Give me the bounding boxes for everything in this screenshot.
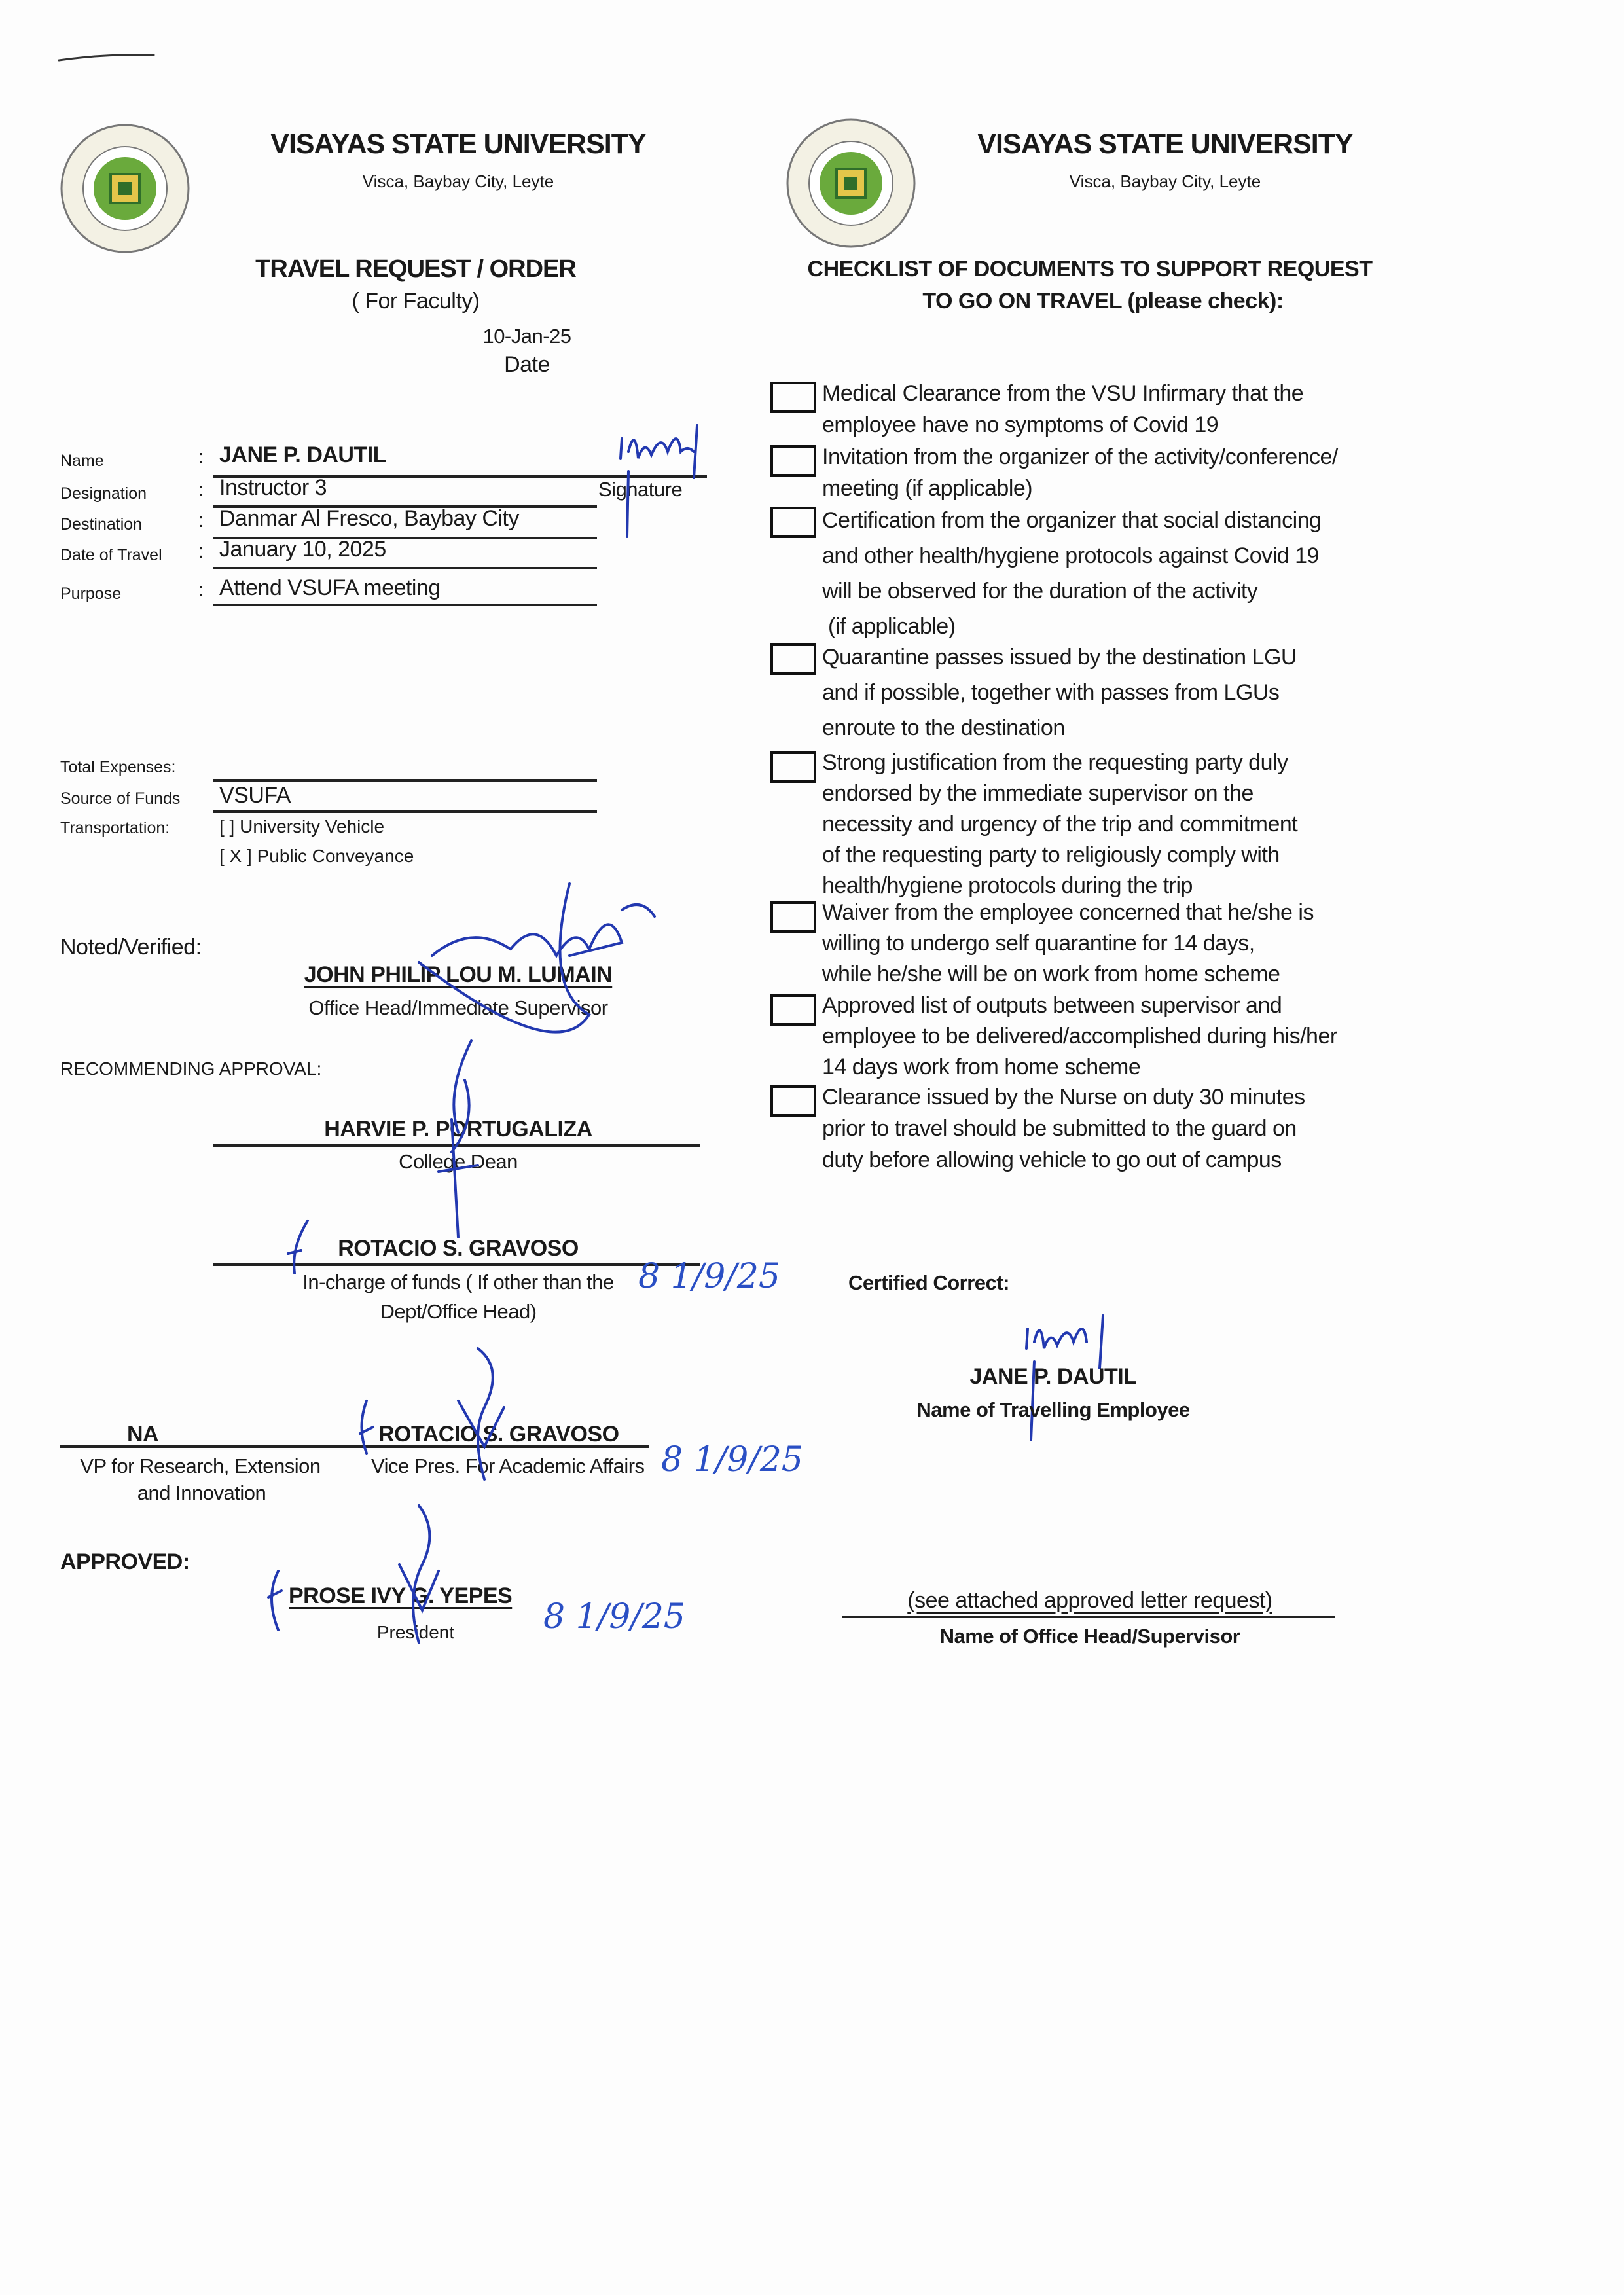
checklist-item-line: Strong justification from the requesting party duly bbox=[822, 750, 1288, 775]
vp-research-title-2: and Innovation bbox=[137, 1481, 266, 1504]
checklist-title-2: TO GO ON TRAVEL (please check): bbox=[922, 289, 1284, 314]
dean-title: College Dean bbox=[399, 1150, 518, 1173]
checklist-item-line: willing to undergo self quarantine for 14 days, bbox=[822, 931, 1255, 956]
transport-label: Transportation: bbox=[60, 819, 170, 837]
colon: : bbox=[198, 578, 204, 601]
office-head-title: Name of Office Head/Supervisor bbox=[939, 1625, 1240, 1648]
funds-value[interactable]: VSUFA bbox=[219, 783, 291, 808]
president-title: President bbox=[376, 1622, 455, 1642]
funds-label: Source of Funds bbox=[60, 789, 181, 808]
pen-mark bbox=[59, 52, 157, 65]
university-seal-icon bbox=[60, 123, 190, 254]
purpose-value[interactable]: Attend VSUFA meeting bbox=[219, 575, 441, 600]
checklist-item-line: employee have no symptoms of Covid 19 bbox=[822, 412, 1219, 437]
transport-option-university-vehicle[interactable]: [ ] University Vehicle bbox=[219, 816, 385, 837]
destination-label: Destination bbox=[60, 515, 143, 533]
checklist-checkbox[interactable] bbox=[770, 1085, 816, 1117]
signature-dean bbox=[432, 1041, 484, 1237]
noted-label: Noted/Verified: bbox=[60, 935, 202, 960]
form-title: TRAVEL REQUEST / ORDER bbox=[255, 255, 576, 283]
president-name: PROSE IVY G. YEPES bbox=[289, 1583, 513, 1608]
checklist-title: CHECKLIST OF DOCUMENTS TO SUPPORT REQUEST bbox=[807, 257, 1373, 281]
checklist-checkbox[interactable] bbox=[770, 751, 816, 783]
funds-signature-line bbox=[213, 1263, 700, 1266]
university-address: Visca, Baybay City, Leyte bbox=[362, 172, 554, 191]
checklist-item-line: Waiver from the employee concerned that he/she is bbox=[822, 900, 1314, 925]
university-name-right: VISAYAS STATE UNIVERSITY bbox=[977, 128, 1353, 160]
employee-name: JANE P. DAUTIL bbox=[969, 1364, 1137, 1389]
university-address-right: Visca, Baybay City, Leyte bbox=[1069, 172, 1261, 191]
checklist-item-line: enroute to the destination bbox=[822, 715, 1065, 740]
designation-value[interactable]: Instructor 3 bbox=[219, 475, 327, 500]
handwritten-date: 8 1/9/25 bbox=[638, 1257, 780, 1296]
signature-supervisor bbox=[393, 884, 668, 1054]
checklist-item bbox=[822, 1081, 1305, 1176]
checklist-item-line: necessity and urgency of the trip and commitment bbox=[822, 812, 1298, 837]
vpaa-title: Vice Pres. For Academic Affairs bbox=[371, 1455, 645, 1477]
checklist-item bbox=[822, 897, 1314, 990]
form-subtitle: ( For Faculty) bbox=[352, 289, 480, 314]
handwritten-date: 8 1/9/25 bbox=[543, 1597, 685, 1636]
checklist-item bbox=[822, 378, 1303, 441]
employee-title: Name of Travelling Employee bbox=[916, 1398, 1190, 1421]
checklist-item-line: Quarantine passes issued by the destination LGU bbox=[822, 645, 1297, 670]
checklist-item-line: Medical Clearance from the VSU Infirmary that the bbox=[822, 381, 1304, 406]
supervisor-title: Office Head/Immediate Supervisor bbox=[308, 996, 608, 1019]
travel-date-value[interactable]: January 10, 2025 bbox=[219, 537, 386, 562]
checklist-item-line: 14 days work from home scheme bbox=[822, 1055, 1141, 1079]
name-value[interactable]: JANE P. DAUTIL bbox=[219, 443, 386, 467]
checklist-item-line: and if possible, together with passes from LGUs bbox=[822, 680, 1280, 705]
travel-date-underline bbox=[213, 567, 597, 569]
signature-label: Signature bbox=[598, 478, 683, 501]
checklist-item-line: and other health/hygiene protocols against Covid 19 bbox=[822, 543, 1319, 568]
signature-president bbox=[262, 1506, 445, 1656]
checklist-item bbox=[822, 503, 1321, 644]
transport-option-public-conveyance[interactable]: [ X ] Public Conveyance bbox=[219, 846, 414, 866]
approved-label: APPROVED: bbox=[60, 1549, 190, 1574]
checklist-item-line: prior to travel should be submitted to the guard on bbox=[822, 1116, 1297, 1141]
funds-officer-title: In-charge of funds ( If other than the bbox=[302, 1271, 614, 1293]
university-name: VISAYAS STATE UNIVERSITY bbox=[270, 128, 646, 160]
checklist-item-line: endorsed by the immediate supervisor on the bbox=[822, 781, 1254, 806]
recommending-label: RECOMMENDING APPROVAL: bbox=[60, 1058, 322, 1079]
checklist-checkbox[interactable] bbox=[770, 643, 816, 675]
university-seal-icon bbox=[785, 118, 916, 249]
purpose-underline bbox=[213, 604, 597, 606]
purpose-label: Purpose bbox=[60, 585, 122, 603]
expenses-label: Total Expenses: bbox=[60, 758, 176, 776]
checklist-item-line: Clearance issued by the Nurse on duty 30 minutes bbox=[822, 1085, 1305, 1110]
expenses-underline bbox=[213, 779, 597, 782]
checklist-item bbox=[822, 990, 1337, 1083]
checklist-item-line: while he/she will be on work from home scheme bbox=[822, 962, 1280, 986]
checklist-item-line: of the requesting party to religiously comply with bbox=[822, 842, 1280, 867]
checklist-checkbox[interactable] bbox=[770, 507, 816, 538]
certified-label: Certified Correct: bbox=[848, 1271, 1009, 1294]
checklist-checkbox[interactable] bbox=[770, 994, 816, 1026]
checklist-item-line: meeting (if applicable) bbox=[822, 476, 1033, 501]
colon: : bbox=[198, 509, 204, 532]
office-head-line bbox=[842, 1616, 1335, 1618]
funds-underline bbox=[213, 810, 597, 813]
colon: : bbox=[198, 478, 204, 501]
signature-applicant bbox=[615, 412, 713, 537]
checklist-checkbox[interactable] bbox=[770, 901, 816, 933]
supervisor-name: JOHN PHILIP LOU M. LUMAIN bbox=[304, 962, 613, 987]
date-value: 10-Jan-25 bbox=[482, 325, 571, 348]
checklist-checkbox[interactable] bbox=[770, 445, 816, 477]
dean-name: HARVIE P. PORTUGALIZA bbox=[324, 1117, 592, 1142]
signature-vpaa bbox=[353, 1348, 537, 1499]
colon: : bbox=[198, 539, 204, 562]
checklist-item-line: Invitation from the organizer of the activity/conference/ bbox=[822, 444, 1338, 469]
designation-label: Designation bbox=[60, 484, 147, 503]
handwritten-date: 8 1/9/25 bbox=[661, 1440, 803, 1479]
checklist-item-line: (if applicable) bbox=[822, 614, 956, 639]
checklist-checkbox[interactable] bbox=[770, 382, 816, 413]
funds-officer-title-2: Dept/Office Head) bbox=[380, 1300, 537, 1323]
checklist-item-line: employee to be delivered/accomplished during his/her bbox=[822, 1024, 1337, 1049]
funds-officer-name: ROTACIO S. GRAVOSO bbox=[338, 1236, 579, 1261]
checklist-item-line: will be observed for the duration of the activity bbox=[822, 579, 1258, 604]
vp-research-title: VP for Research, Extension bbox=[80, 1455, 321, 1477]
checklist-item-line: duty before allowing vehicle to go out of campus bbox=[822, 1148, 1282, 1172]
checklist-item bbox=[822, 748, 1297, 901]
checklist-item bbox=[822, 441, 1338, 504]
date-label: Date bbox=[504, 352, 550, 377]
name-label: Name bbox=[60, 452, 104, 470]
checklist-item-line: Approved list of outputs between supervisor and bbox=[822, 993, 1282, 1018]
vpaa-name: ROTACIO S. GRAVOSO bbox=[378, 1422, 619, 1447]
destination-value[interactable]: Danmar Al Fresco, Baybay City bbox=[219, 506, 519, 531]
checklist-item bbox=[822, 640, 1297, 746]
signature-funds-officer bbox=[288, 1221, 314, 1280]
checklist-item-line: health/hygiene protocols during the trip bbox=[822, 873, 1193, 898]
office-head-value: (see attached approved letter request) bbox=[907, 1588, 1272, 1613]
vp-research-name: NA bbox=[126, 1422, 159, 1447]
checklist-item-line: Certification from the organizer that social distancing bbox=[822, 508, 1322, 533]
colon: : bbox=[198, 445, 204, 468]
travel-date-label: Date of Travel bbox=[60, 546, 162, 564]
